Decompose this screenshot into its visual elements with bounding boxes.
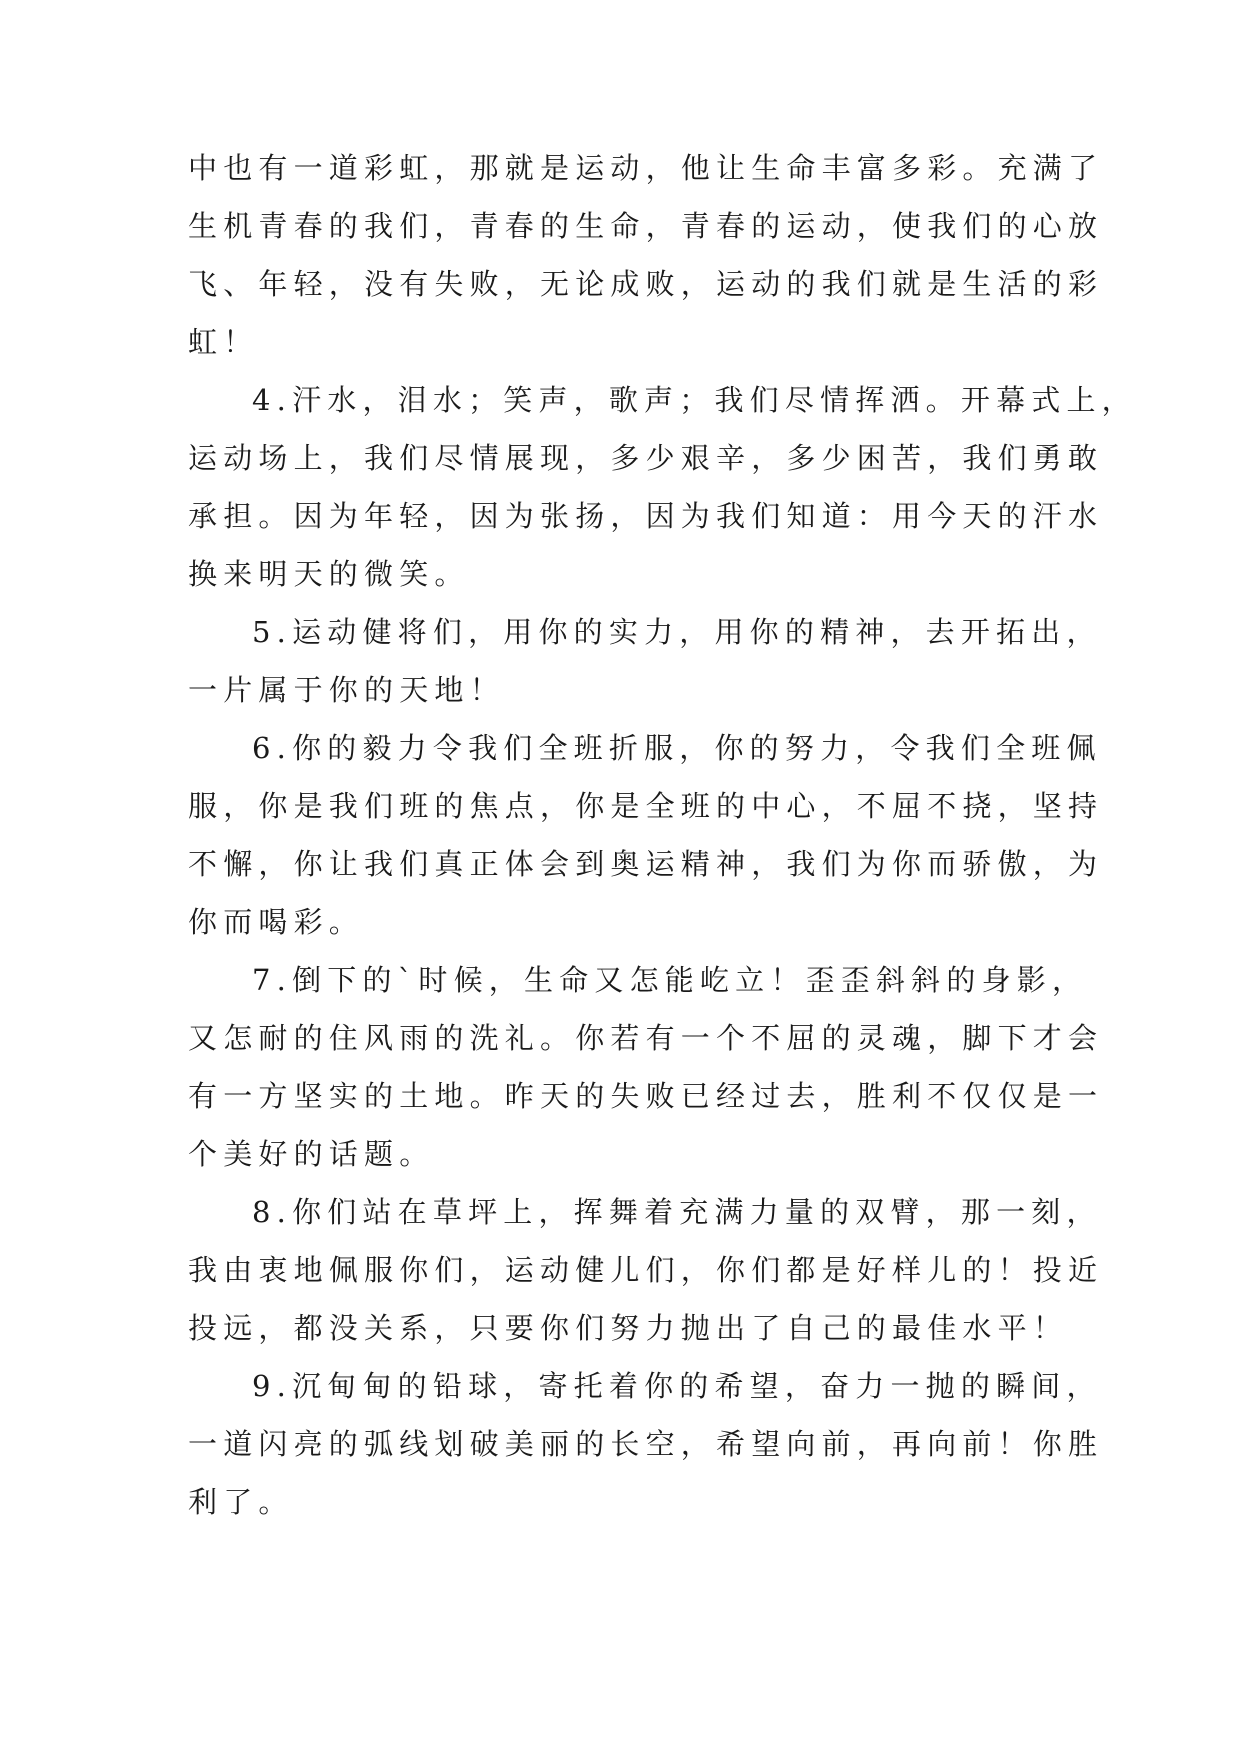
- text-line: 生机青春的我们，青春的生命，青春的运动，使我们的心放: [188, 209, 1104, 243]
- text-line: 你而喝彩。: [188, 905, 365, 939]
- text-line: 一片属于你的天地！: [188, 673, 505, 707]
- text-line: 飞、年轻，没有失败，无论成败，运动的我们就是生活的彩: [188, 267, 1104, 301]
- text-line: 不懈，你让我们真正体会到奥运精神，我们为你而骄傲，为: [188, 847, 1104, 881]
- text-line: 承担。因为年轻，因为张扬，因为我们知道：用今天的汗水: [188, 499, 1104, 533]
- paragraph-7-first-line: 7.倒下的`时候，生命又怎能屹立！歪歪斜斜的身影，: [252, 963, 1088, 997]
- text-line: 我由衷地佩服你们，运动健儿们，你们都是好样儿的！投近: [188, 1253, 1104, 1287]
- text-line: 运动场上，我们尽情展现，多少艰辛，多少困苦，我们勇敢: [188, 441, 1104, 475]
- text-line: 投远，都没关系，只要你们努力抛出了自己的最佳水平！: [188, 1311, 1069, 1345]
- paragraph-8-first-line: 8.你们站在草坪上，挥舞着充满力量的双臂，那一刻，: [252, 1195, 1102, 1229]
- text-line: 有一方坚实的土地。昨天的失败已经过去，胜利不仅仅是一: [188, 1079, 1104, 1113]
- paragraph-5-first-line: 5.运动健将们，用你的实力，用你的精神，去开拓出，: [252, 615, 1102, 649]
- text-line: 中也有一道彩虹，那就是运动，他让生命丰富多彩。充满了: [188, 151, 1104, 185]
- text-line: 利了。: [188, 1485, 294, 1519]
- text-line: 又怎耐的住风雨的洗礼。你若有一个不屈的灵魂，脚下才会: [188, 1021, 1104, 1055]
- paragraph-6-first-line: 6.你的毅力令我们全班折服，你的努力，令我们全班佩: [252, 731, 1102, 765]
- text-line: 虹！: [188, 325, 259, 359]
- paragraph-4-first-line: 4.汗水，泪水；笑声，歌声；我们尽情挥洒。开幕式上，: [252, 383, 1137, 417]
- text-line: 服，你是我们班的焦点，你是全班的中心，不屈不挠，坚持: [188, 789, 1104, 823]
- text-line: 换来明天的微笑。: [188, 557, 470, 591]
- paragraph-9-first-line: 9.沉甸甸的铅球，寄托着你的希望，奋力一抛的瞬间，: [252, 1369, 1102, 1403]
- text-line: 一道闪亮的弧线划破美丽的长空，希望向前，再向前！你胜: [188, 1427, 1104, 1461]
- text-line: 个美好的话题。: [188, 1137, 435, 1171]
